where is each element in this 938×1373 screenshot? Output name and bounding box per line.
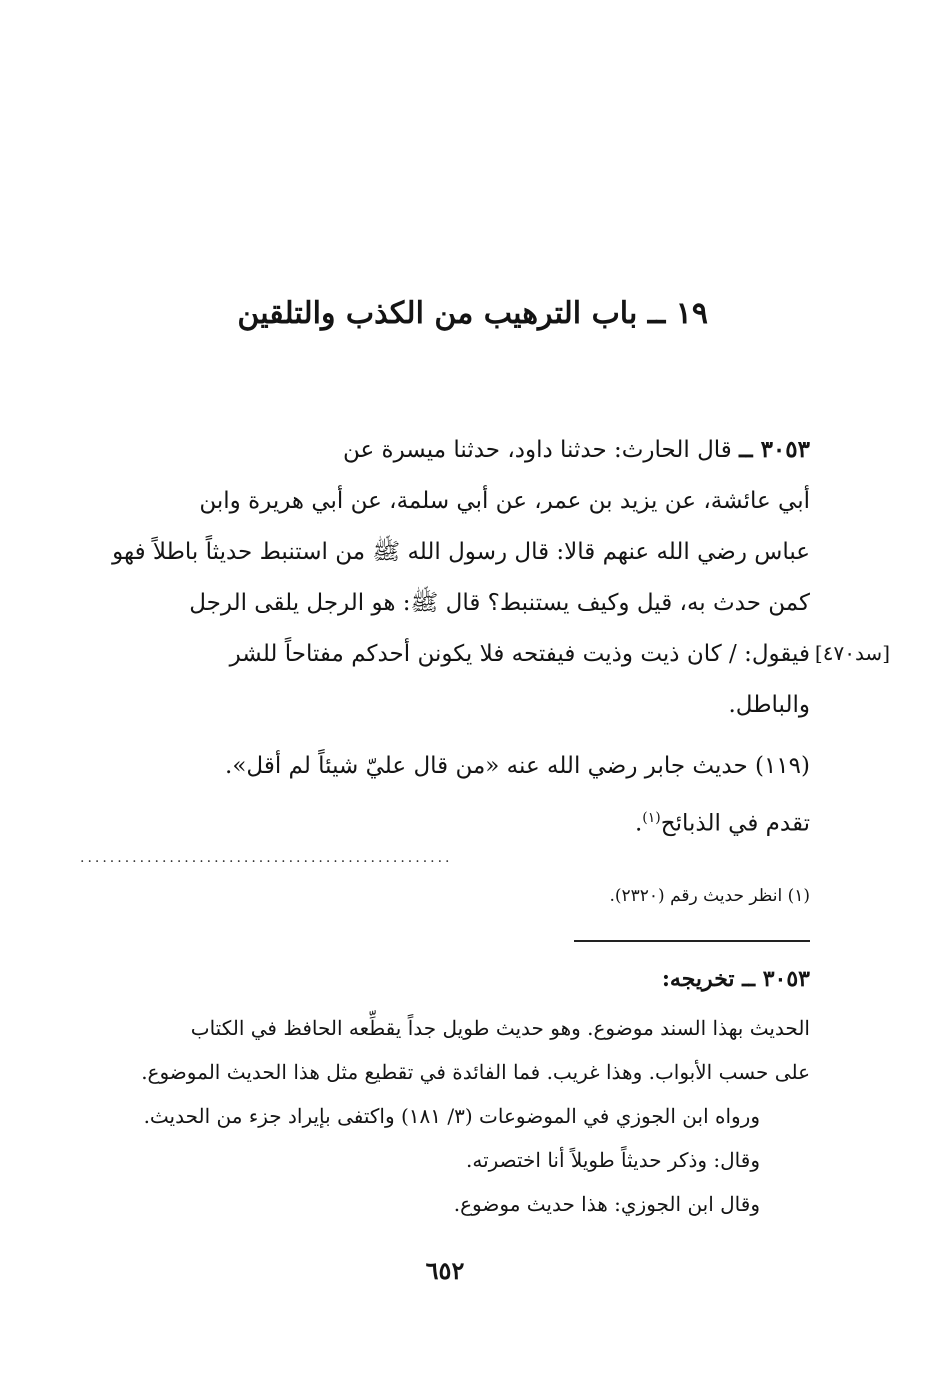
takhrij-line: على حسب الأبواب. وهذا غريب. فما الفائدة في تقطيع مثل هذا الحديث الموضوع. bbox=[141, 1060, 810, 1084]
page-number: ٦٥٢ bbox=[425, 1256, 465, 1285]
hadith-number: ٣٠٥٣ ــ bbox=[739, 436, 810, 463]
hadith-line: فيقول: / كان ذيت وذيت فيفتحه فلا يكونن أحدكم مفتاحاً للشر bbox=[229, 641, 810, 667]
hadith-line bbox=[80, 424, 810, 476]
hadith-line: والباطل. bbox=[728, 692, 810, 718]
takhrij-line: الحديث بهذا السند موضوع. وهو حديث طويل جداً يقطِّعه الحافظ في الكتاب bbox=[190, 1016, 810, 1040]
cross-reference-note bbox=[80, 740, 810, 850]
takhrij-line: ورواه ابن الجوزي في الموضوعات (٣/ ١٨١) واكتفى بإيراد جزء من الحديث. bbox=[143, 1104, 760, 1128]
hadith-line: أبي عائشة، عن يزيد بن عمر، عن أبي سلمة، عن أبي هريرة وابن bbox=[199, 488, 810, 514]
hadith-line: كمن حدث به، قيل وكيف يستنبط؟ قال ﷺ: هو الرجل يلقى الرجل bbox=[189, 590, 810, 616]
margin-reference: [سد٤٧٠] bbox=[814, 641, 890, 665]
takhrij-text bbox=[80, 1006, 810, 1226]
section-divider bbox=[574, 940, 810, 942]
note-text: تقدم في الذبائح bbox=[660, 810, 810, 837]
note-end: . bbox=[634, 810, 643, 837]
takhrij-heading: ٣٠٥٣ ــ تخريجه: bbox=[661, 966, 810, 992]
chapter-title: ١٩ ــ باب الترهيب من الكذب والتلقين bbox=[237, 296, 708, 331]
note-line: (١١٩) حديث جابر رضي الله عنه «من قال عليّ شيئاً لم أقل». bbox=[225, 753, 810, 779]
dotted-separator: .................................................. bbox=[80, 850, 453, 866]
hadith-line-text: قال الحارث: حدثنا داود، حدثنا ميسرة عن bbox=[343, 437, 740, 463]
book-page bbox=[80, 0, 890, 1373]
hadith-line: عباس رضي الله عنهم قالا: قال رسول الله ﷺ من استنبط حديثاً باطلاً فهو bbox=[112, 539, 810, 565]
hadith-text bbox=[80, 424, 890, 731]
takhrij-line: وقال ابن الجوزي: هذا حديث موضوع. bbox=[453, 1192, 760, 1216]
note-line bbox=[80, 792, 810, 850]
footnote-marker: (١) bbox=[642, 810, 661, 826]
footnote: (١) انظر حديث رقم (٢٣٢٠). bbox=[609, 886, 810, 906]
takhrij-line: وقال: وذكر حديثاً طويلاً أنا اختصرته. bbox=[466, 1148, 760, 1172]
